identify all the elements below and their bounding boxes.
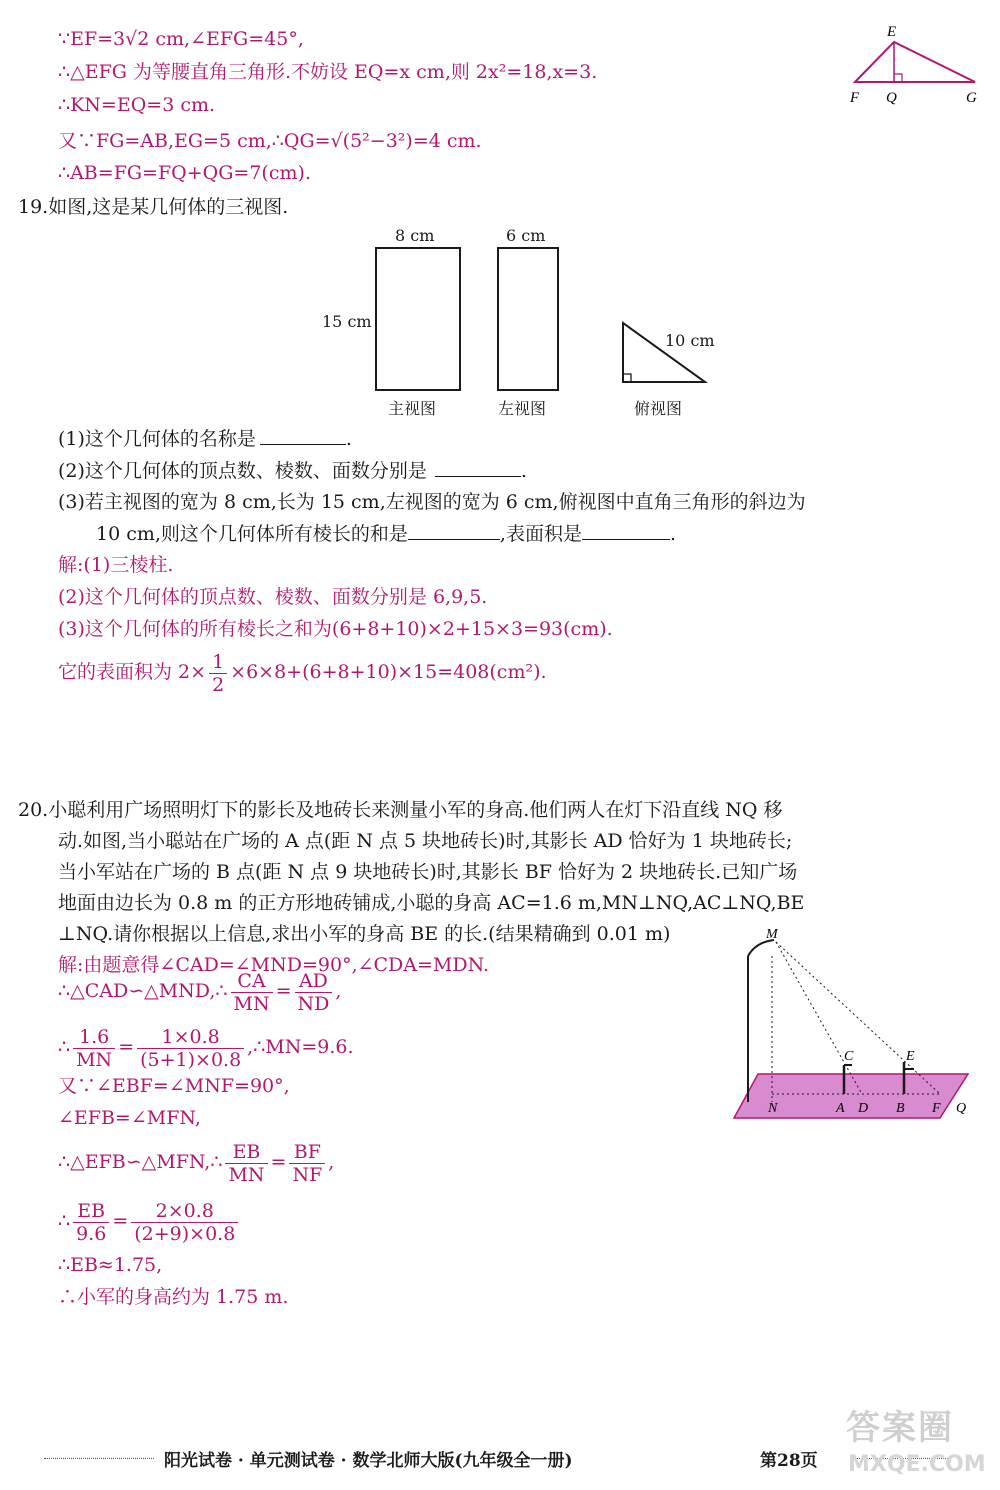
solution-line: ∴△EFG 为等腰直角三角形.不妨设 EQ=x cm,则 2x²=18,x=3.	[58, 61, 598, 83]
label-e: E	[887, 24, 897, 40]
side-view-rect	[498, 248, 558, 390]
answer-blank[interactable]	[582, 521, 670, 540]
label-f: F	[850, 90, 860, 106]
label-c: C	[844, 1049, 854, 1064]
front-view-rect	[376, 248, 460, 390]
question-19-part3a: (3)若主视图的宽为 8 cm,长为 15 cm,左视图的宽为 6 cm,俯视图中直角三角形的斜边为	[58, 491, 806, 513]
dim-front-width: 8 cm	[395, 226, 435, 245]
solution-line: ∴AB=FG=FQ+QG=7(cm).	[58, 162, 311, 184]
watermark-url: MXQE.COM	[848, 1452, 986, 1477]
question-19-part1: (1)这个几何体的名称是 .	[58, 428, 352, 450]
label-e: E	[906, 1049, 915, 1064]
triangle-efg-figure	[840, 20, 990, 110]
question-20-line: 地面由边长为 0.8 m 的正方形地砖铺成,小聪的身高 AC=1.6 m,MN⊥NQ,AC⊥NQ,BE	[58, 892, 805, 914]
label-d: D	[858, 1101, 869, 1116]
answer-19-4: 它的表面积为 2× $\frac{1}{2}$ ×6×8+(6+8+10)×15=408(cm²).	[58, 650, 547, 696]
label-g: G	[966, 90, 977, 106]
footer-title: 阳光试卷 · 单元测试卷 · 数学北师大版(九年级全一册)	[164, 1451, 573, 1471]
dim-hypotenuse: 10 cm	[665, 331, 715, 350]
label-q: Q	[956, 1101, 967, 1116]
dim-height: 15 cm	[322, 312, 372, 331]
answer-20-1: 解:由题意得∠CAD=∠MND=90°,∠CDA=MDN.	[58, 954, 490, 976]
caption-side-view: 左视图	[498, 399, 547, 418]
question-20-line: ⊥NQ.请你根据以上信息,求出小军的身高 BE 的长.(结果精确到 0.01 m)	[58, 923, 671, 945]
solution-line: ∵EF=3√2 cm,∠EFG=45°,	[58, 28, 304, 50]
label-q: Q	[886, 90, 897, 106]
lamp-shadow-figure	[728, 926, 980, 1120]
label-m: M	[766, 927, 778, 942]
question-20-line: 20.小聪利用广场照明灯下的影长及地砖长来测量小军的身高.他们两人在灯下沿直线 NQ 移	[18, 799, 783, 821]
page-number: 第28页	[760, 1451, 818, 1471]
label-b: B	[896, 1101, 905, 1116]
three-view-drawings	[310, 222, 740, 422]
question-19-part3b: 10 cm,则这个几何体所有棱长的和是 ,表面积是 .	[96, 523, 677, 545]
answer-blank[interactable]	[408, 521, 500, 540]
answer-20-8: ∴EB≈1.75,	[58, 1254, 163, 1276]
answer-blank[interactable]	[260, 426, 346, 445]
question-19-part2: (2)这个几何体的顶点数、棱数、面数分别是 .	[58, 460, 527, 482]
solution-line: 又∵FG=AB,EG=5 cm,∴QG=√(5²−3²)=4 cm.	[58, 130, 482, 152]
label-a: A	[836, 1101, 845, 1116]
answer-19-1: 解:(1)三棱柱.	[58, 554, 174, 576]
answer-20-3: ∴ $\frac{1.6}{MN}$ = $\frac{1\times 0.8}{(5+1)\times 0.8}$ ,∴MN=9.6.	[58, 1025, 354, 1071]
answer-20-4: 又∵∠EBF=∠MNF=90°,	[58, 1075, 290, 1097]
label-f: F	[932, 1101, 941, 1116]
label-n: N	[768, 1101, 778, 1116]
answer-20-2: ∴△CAD∽△MND,∴ $\frac{CA}{MN}$ = $\frac{AD}{ND}$ ,	[58, 969, 342, 1015]
answer-20-9: ∴小军的身高约为 1.75 m.	[58, 1286, 289, 1308]
answer-19-2: (2)这个几何体的顶点数、棱数、面数分别是 6,9,5.	[58, 586, 488, 608]
dim-side-width: 6 cm	[506, 226, 546, 245]
solution-line: ∴KN=EQ=3 cm.	[58, 94, 216, 116]
footer-rule-left	[44, 1458, 154, 1459]
question-20-line: 动.如图,当小聪站在广场的 A 点(距 N 点 5 块地砖长)时,其影长 AD 恰好为 1 块地砖长;	[58, 830, 793, 852]
answer-19-3: (3)这个几何体的所有棱长之和为(6+8+10)×2+15×3=93(cm).	[58, 618, 613, 640]
caption-top-view: 俯视图	[634, 399, 683, 418]
caption-front-view: 主视图	[388, 399, 437, 418]
answer-20-5: ∠EFB=∠MFN,	[58, 1107, 201, 1129]
question-19-stem: 19.如图,这是某几何体的三视图.	[18, 196, 289, 218]
answer-blank[interactable]	[435, 458, 521, 477]
question-20-line: 当小军站在广场的 B 点(距 N 点 9 块地砖长)时,其影长 BF 恰好为 2 块地砖长.已知广场	[58, 861, 798, 883]
answer-20-7: ∴ $\frac{EB}{9.6}$ = $\frac{2\times 0.8}{(2+9)\times 0.8}$	[58, 1196, 241, 1246]
answer-20-6: ∴△EFB∽△MFN,∴ $\frac{EB}{MN}$ = $\frac{BF}{NF}$ ,	[58, 1140, 335, 1186]
watermark-logo: 答案圈	[846, 1408, 954, 1448]
